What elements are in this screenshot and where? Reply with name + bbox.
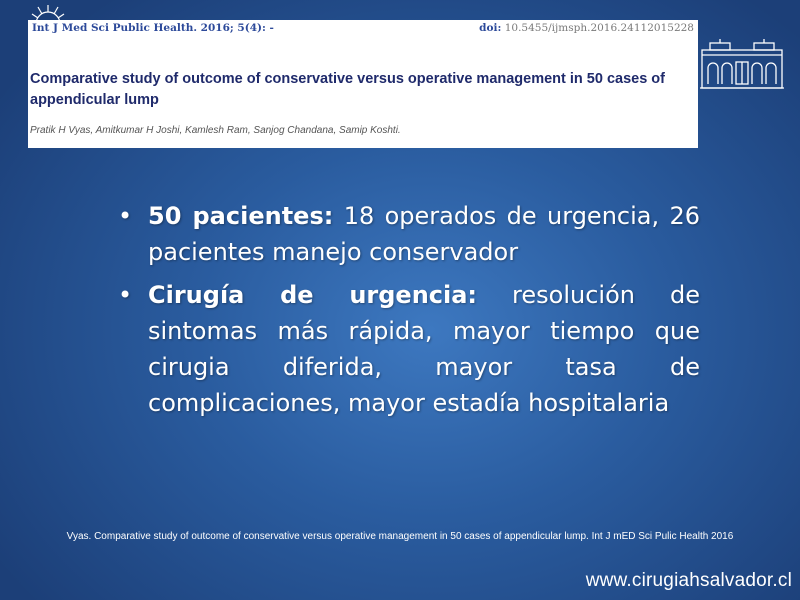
bullet-text: 18 operados de urgencia, 26 pacientes manejo conservador xyxy=(148,202,701,266)
paper-header xyxy=(28,20,698,148)
paper-meta-row xyxy=(32,22,694,36)
doi-label: doi: xyxy=(479,22,502,34)
doi xyxy=(479,22,694,34)
bullet-dot: • xyxy=(118,202,133,230)
footer-citation: Vyas. Comparative study of outcome of conservative versus operative management in 50 cases of appendicular lump. Int J mED Sci Pulic Health 2016 xyxy=(66,531,734,542)
bullet-text: resolución de sintomas más rápida, mayor tiempo que cirugia diferida, mayor tasa de complicaciones, mayor estadía hospitalaria xyxy=(148,281,700,417)
journal-citation: Int J Med Sci Public Health. 2016; 5(4): - xyxy=(32,22,274,34)
bullet-heading: 50 pacientes: xyxy=(148,202,334,230)
paper-authors: Pratik H Vyas, Amitkumar H Joshi, Kamlesh Ram, Sanjog Chandana, Samip Koshti. xyxy=(30,125,401,136)
bullet-heading: Cirugía de urgencia: xyxy=(148,281,478,309)
bullet-list xyxy=(118,198,700,428)
bullet-item xyxy=(118,198,700,270)
bullet-dot: • xyxy=(118,281,133,309)
doi-value: 10.5455/ijmsph.2016.24112015228 xyxy=(504,22,694,34)
bullet-item xyxy=(118,277,700,421)
hospital-building-logo xyxy=(700,38,784,92)
website-url: www.cirugiahsalvador.cl xyxy=(585,570,792,591)
paper-title: Comparative study of outcome of conservative versus operative management in 50 cases of appendicular lump xyxy=(30,71,665,108)
